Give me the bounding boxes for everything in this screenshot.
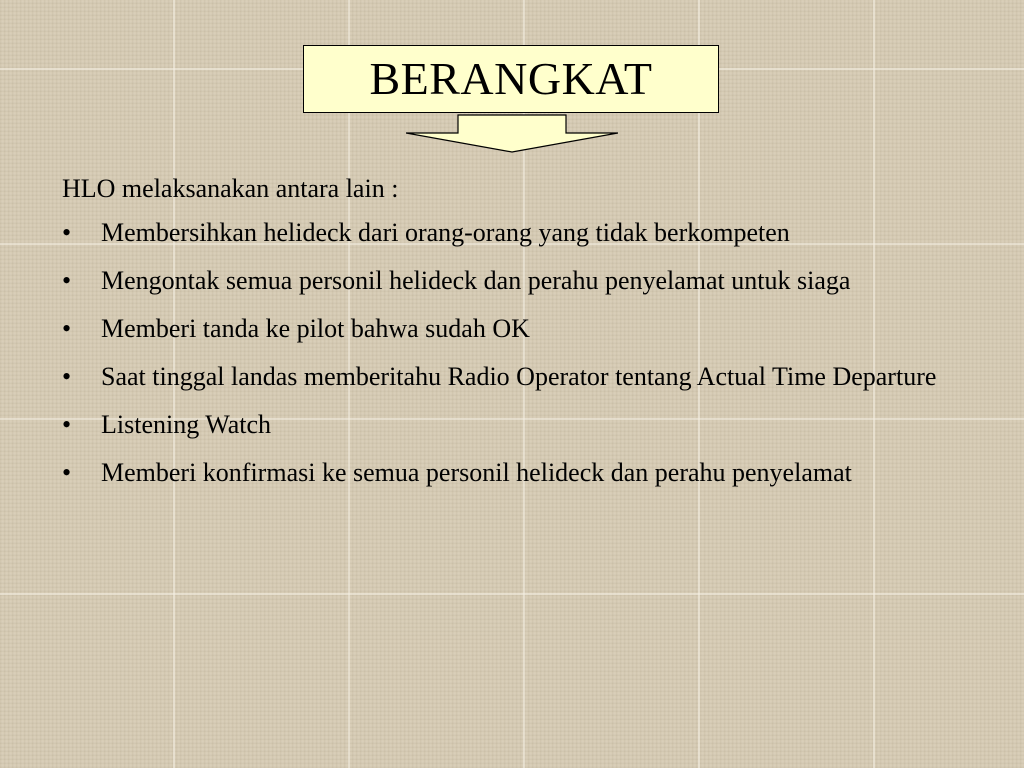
bullet-icon: • <box>62 362 72 391</box>
slide-body <box>62 170 962 502</box>
list-item-text: Saat tinggal landas memberitahu Radio Operator tentang Actual Time Departure <box>101 362 937 391</box>
list-item-text: Listening Watch <box>101 410 272 439</box>
bullet-icon: • <box>62 218 72 247</box>
down-arrow-icon <box>406 113 618 153</box>
list-item <box>62 214 962 252</box>
bullet-list <box>62 214 962 492</box>
title-box <box>303 45 719 113</box>
bullet-icon: • <box>62 314 72 343</box>
list-item <box>62 358 962 396</box>
intro-text: HLO melaksanakan antara lain : <box>62 174 399 203</box>
list-item-text: Memberi konfirmasi ke semua personil helideck dan perahu penyelamat <box>101 458 852 487</box>
bullet-icon: • <box>62 458 72 487</box>
slide-title: BERANGKAT <box>369 53 653 104</box>
list-item <box>62 310 962 348</box>
list-item <box>62 406 962 444</box>
bullet-icon: • <box>62 410 72 439</box>
list-item-text: Mengontak semua personil helideck dan perahu penyelamat untuk siaga <box>101 266 851 295</box>
list-item-text: Membersihkan helideck dari orang-orang yang tidak berkompeten <box>101 218 790 247</box>
list-item-text: Memberi tanda ke pilot bahwa sudah OK <box>101 314 530 343</box>
bullet-icon: • <box>62 266 72 295</box>
list-item <box>62 454 962 492</box>
list-item <box>62 262 962 300</box>
